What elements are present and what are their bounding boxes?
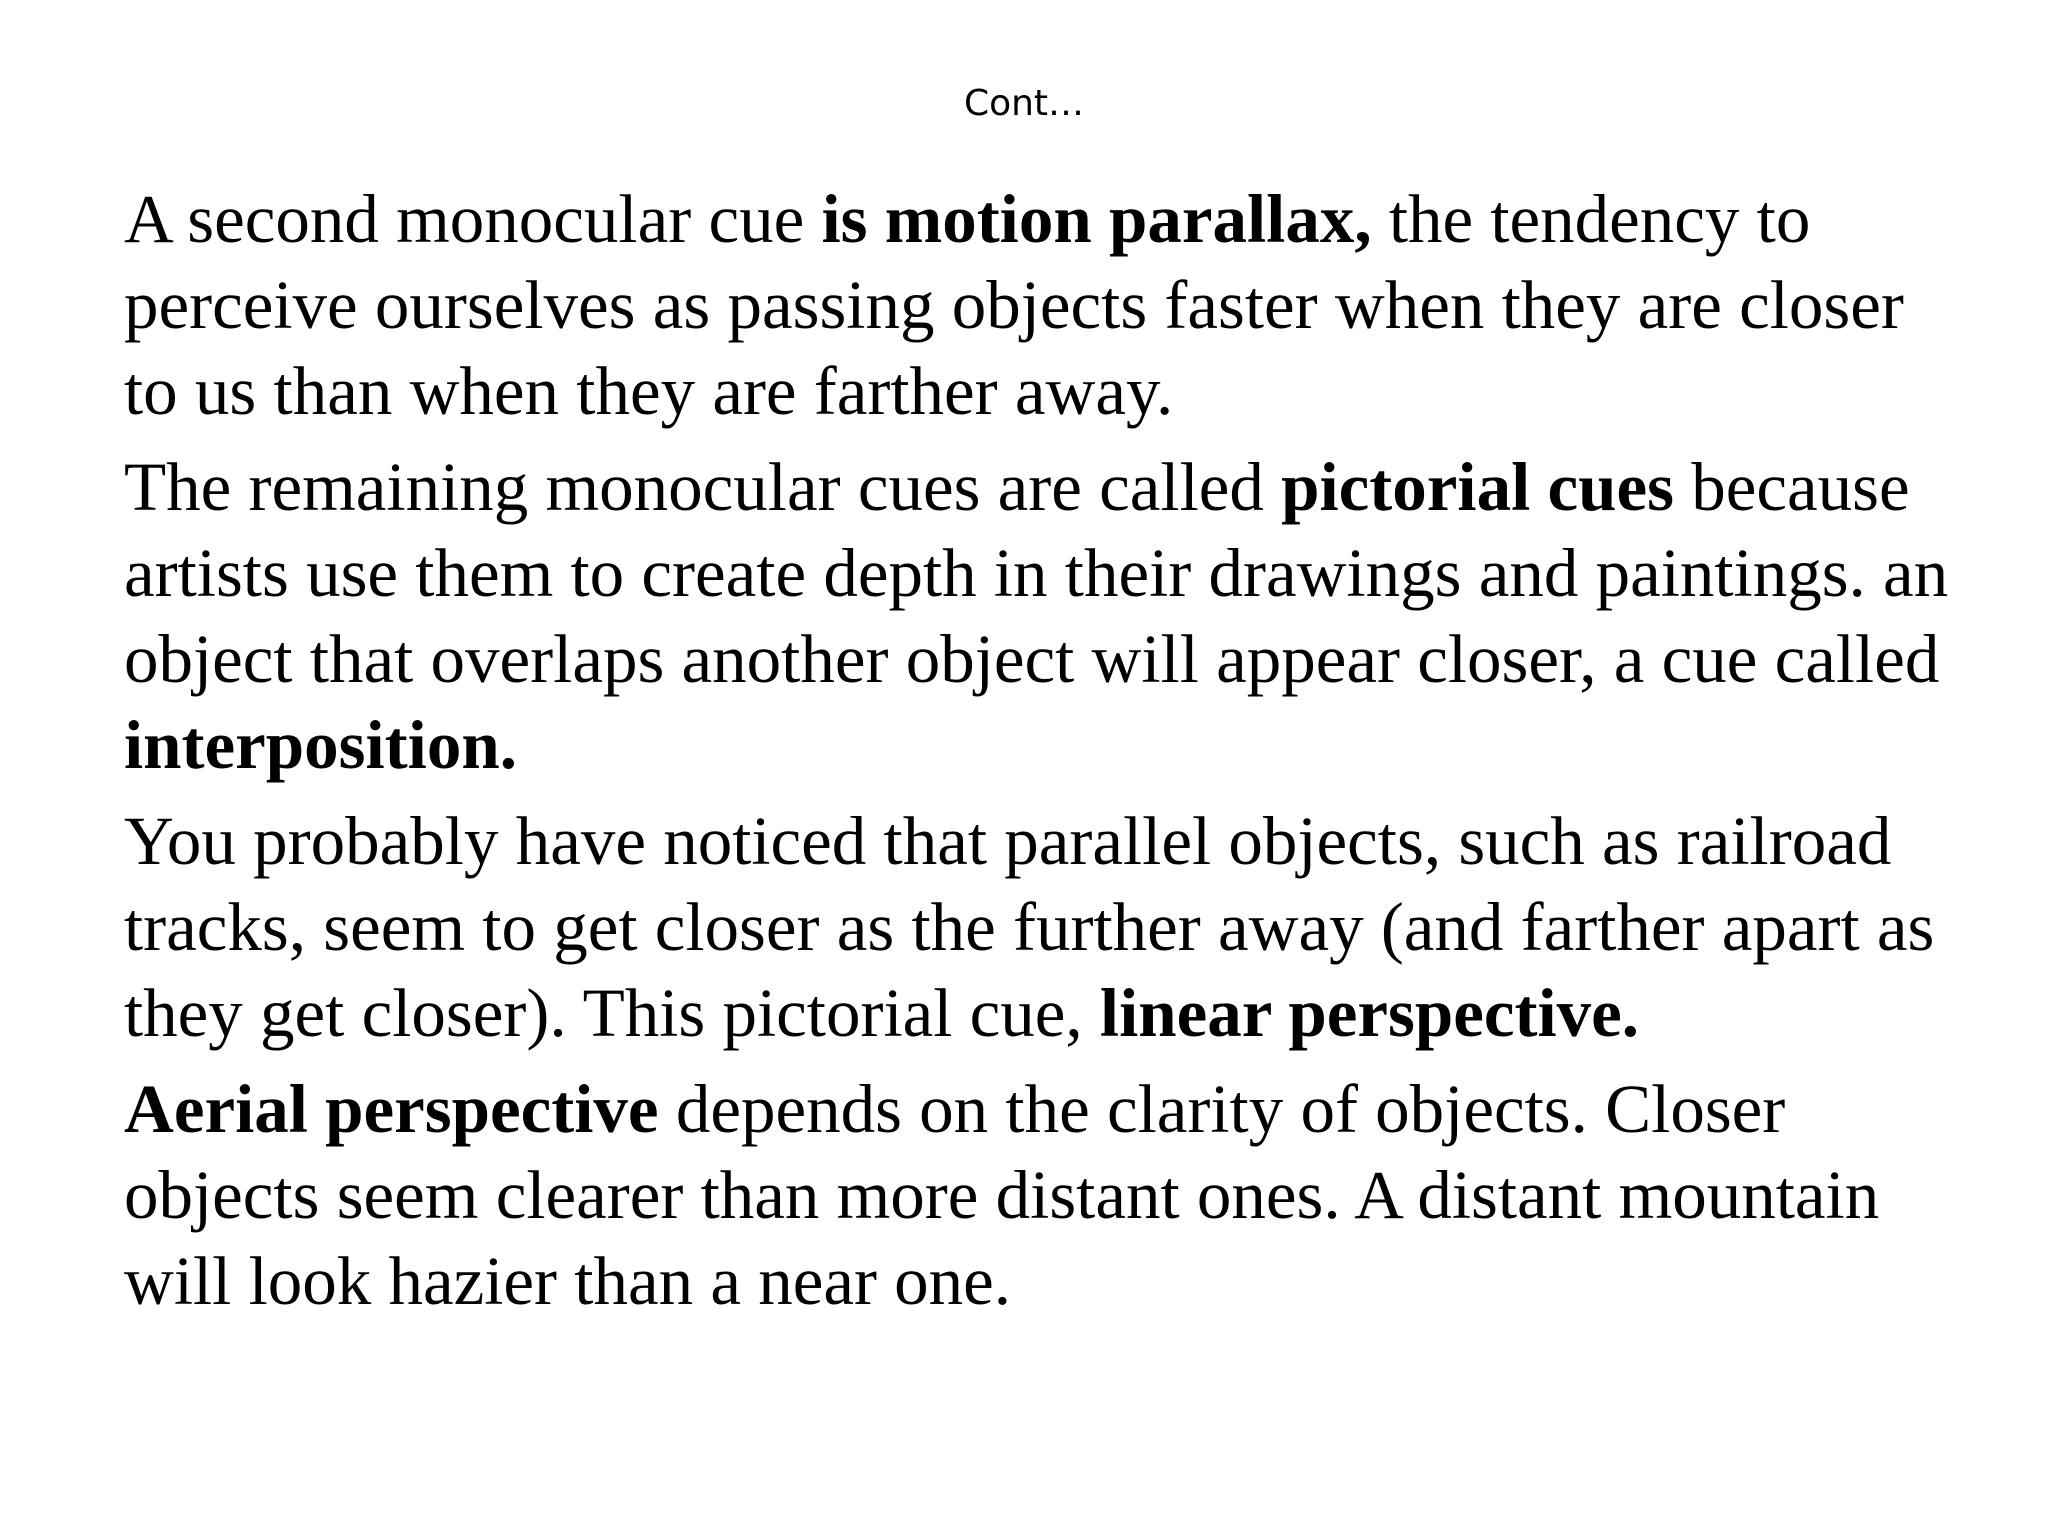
term-aerial-perspective: Aerial perspective xyxy=(124,1071,659,1147)
term-pictorial-cues: pictorial cues xyxy=(1281,449,1674,525)
paragraph-text: depends on the clarity of objects. Closer objects seem clearer than more distant ones. A distant mountain will look hazier than a near one. xyxy=(124,1071,1880,1319)
paragraph-text: You probably have noticed that parallel objects, such as railroad tracks, seem to get closer as the further away (and farther apart as they get closer). This pictorial cue, xyxy=(124,803,1935,1051)
paragraph-text: because artists use them to create depth in their drawings and paintings. an object that overlaps another object will appear closer, a cue called xyxy=(124,449,1949,697)
paragraph-text: The remaining monocular cues are called xyxy=(124,449,1282,525)
term-linear-perspective: linear perspective. xyxy=(1099,975,1640,1051)
paragraph-text: the tendency to perceive ourselves as passing objects faster when they are closer to us than when they are farther away. xyxy=(124,181,1904,429)
paragraph-linear-perspective xyxy=(124,798,1964,1056)
paragraph-aerial-perspective xyxy=(124,1066,1964,1324)
paragraph-motion-parallax xyxy=(124,176,1964,434)
term-interposition: interposition. xyxy=(124,707,517,783)
paragraph-text: A second monocular cue xyxy=(124,181,822,257)
term-motion-parallax: is motion parallax, xyxy=(821,181,1372,257)
paragraph-pictorial-cues xyxy=(124,444,1964,788)
slide-title: Cont… xyxy=(963,83,1085,124)
slide-body xyxy=(124,176,1964,1334)
